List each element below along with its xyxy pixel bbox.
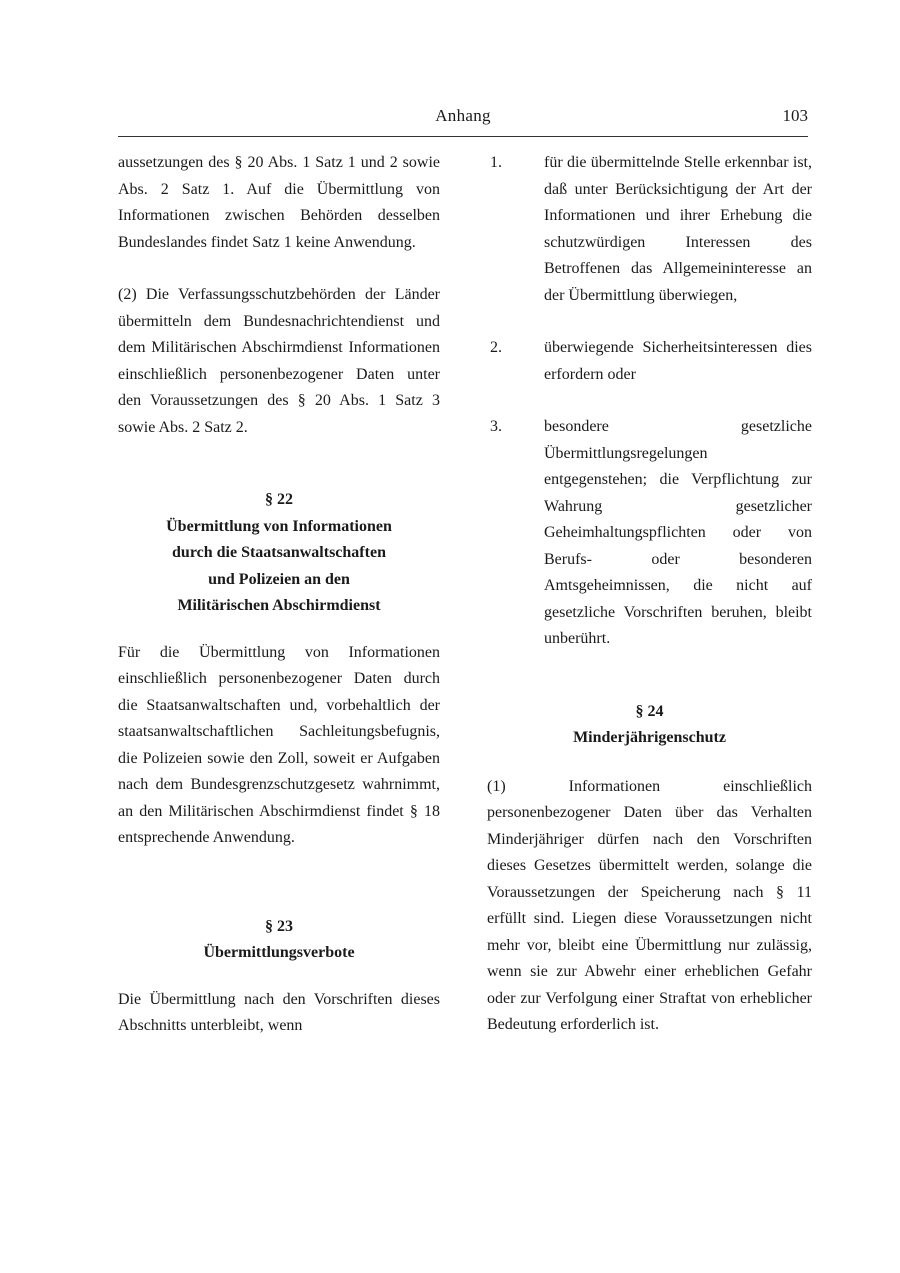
list-item (487, 335, 812, 388)
page-number: 103 (782, 106, 808, 125)
section-23-title: Übermittlungsverbote (203, 944, 355, 961)
section-22-title-line: Militärischen Abschirmdienst (177, 597, 381, 614)
section-24-text: (1) Informationen einschließlich personenbezogener Daten über das Verhalten Minderjähriger dürfen nach den Vorschriften dieses Gesetzes übermittelt werden, solange die Voraussetzungen der Speicherung nach § 11 erfüllt sind. Liegen diese Voraussetzungen nicht mehr vor, bleibt eine Übermittlung nur zulässig, wenn sie zur Abwehr einer erheblichen Gefahr oder zur Verfolgung einer Straftat von erheblicher Bedeutung erforderlich ist. (487, 777, 812, 1033)
list-item-text: für die übermittelnde Stelle erkennbar ist, daß unter Berücksichtigung der Art der Informationen und ihrer Erhebung die schutzwürdigen Interessen des Betroffenen das Allgemeininteresse an der Übermittlung überwiegen, (544, 154, 812, 304)
list-item-number: 2. (490, 339, 502, 356)
intro-paragraph: aussetzungen des § 20 Abs. 1 Satz 1 und 2 sowie Abs. 2 Satz 1. Auf die Übermittlung von Informationen zwischen Behörden desselben Bundeslandes findet Satz 1 keine Anwendung. (118, 154, 440, 251)
section-22-title-line: Übermittlung von Informationen (166, 517, 392, 535)
list-item-number: 1. (490, 154, 502, 171)
list-item-text: besondere gesetzliche Übermittlungsregelungen entgegenstehen; die Verpflichtung zur Wahrung gesetzlicher Geheimhaltungspflichten oder von Berufs- oder besonderen Amtsgeheimnissen, die nicht auf gesetzliche Vorschriften beruhen, bleibt unberührt. (544, 418, 812, 647)
section-23-text: Die Übermittlung nach den Vorschriften dieses Abschnitts unterbleibt, wenn (118, 990, 440, 1034)
section-22-title-line: und Polizeien an den (208, 570, 350, 588)
section-22-heading (118, 487, 440, 620)
running-header (118, 102, 808, 137)
section-23-number: § 23 (265, 917, 293, 935)
section-24-number: § 24 (635, 702, 664, 720)
right-column (487, 150, 812, 1039)
paragraph-2: (2) Die Verfassungsschutzbehörden der Länder übermitteln dem Bundesnachrichtendienst und dem Militärischen Abschirmdienst Informationen einschließlich personenbezogener Daten unter den Voraussetzungen des § 20 Abs. 1 Satz 3 sowie Abs. 2 Satz 2. (118, 286, 440, 436)
prohibition-list (487, 150, 812, 653)
section-22-text: Für die Übermittlung von Informationen einschließlich personenbezogener Daten durch die Staatsanwaltschaften und, vorbehaltlich der staatsanwaltschaftlichen Sachleitungsbefugnis, die Polizeien sowie den Zoll, soweit er Aufgaben nach dem Bundesgrenzschutzgesetz wahrnimmt, an den Militärischen Abschirmdienst findet § 18 entsprechende Anwendung. (118, 643, 440, 846)
section-23-heading (118, 914, 440, 967)
section-24-title: Minderjährigenschutz (573, 729, 726, 746)
section-22-number: § 22 (265, 491, 293, 508)
section-24-heading (487, 699, 812, 752)
left-column (118, 150, 440, 1040)
list-item-text: überwiegende Sicherheitsinteressen dies erfordern oder (544, 339, 812, 383)
list-item-number: 3. (490, 418, 502, 435)
header-title: Anhang (435, 106, 491, 125)
list-item (487, 150, 812, 309)
section-22-title-line: durch die Staatsanwaltschaften (172, 544, 386, 561)
list-item (487, 414, 812, 653)
